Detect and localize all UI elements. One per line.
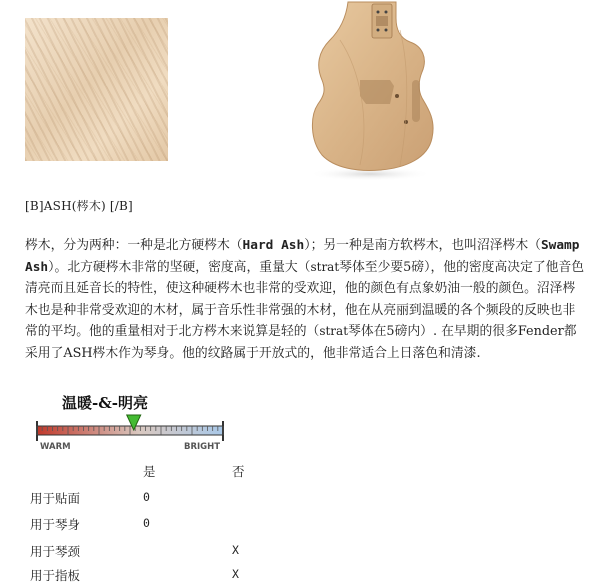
- strat-term-1: strat: [310, 259, 340, 274]
- column-yes-header: 是: [143, 464, 156, 479]
- para-text-5: 琴体在5磅内）. 在早期的很多Fender都采用了ASH梣木作为琴身。他的纹路属于开放式的，他非常适合上日落色和清漆.: [25, 324, 577, 361]
- body-yes-cell: 0: [143, 516, 150, 530]
- description-paragraph: [25, 235, 585, 364]
- row-label-fretboard: 用于指板: [30, 568, 81, 583]
- para-text-3: ）。北方硬梣木非常的坚硬，密度高，重量大（: [48, 259, 311, 275]
- guitar-body-image: [300, 0, 440, 182]
- tone-scale-title: 温暖-&-明亮: [62, 394, 148, 412]
- ash-wood-sample-image: [25, 18, 168, 161]
- neck-no-cell: X: [232, 543, 239, 557]
- fretboard-no-cell: X: [232, 567, 239, 581]
- bright-label: BRIGHT: [184, 442, 221, 452]
- warm-label: WARM: [40, 442, 71, 452]
- column-no-header: 否: [232, 464, 245, 479]
- strat-term-2: strat: [319, 324, 349, 338]
- swamp-ash-term: Swamp Ash: [25, 238, 580, 275]
- para-text-1: 梣木，分为两种：一种是北方硬梣木（: [25, 238, 243, 253]
- para-text-2: ）；另一种是南方软梣木，也叫沼泽梣木（: [304, 238, 541, 253]
- row-label-neck: 用于琴颈: [30, 544, 81, 559]
- para-text-4: 琴体至少要5磅），他的密度高决定了他音色清亮而且延音长的特性，使这种硬梣木也非常的受欢迎，他的颜色有点象奶油一般的颜色。沼泽梣木也是种非常受欢迎的木材，属于音乐性非常强的木材，他在从亮丽到温暖的各个频段的反映也非常的平均。他的重量相对于北方梣木来说算是轻的（: [25, 259, 585, 339]
- row-label-veneer: 用于贴面: [30, 491, 81, 506]
- row-label-body: 用于琴身: [30, 517, 81, 532]
- hard-ash-term: Hard Ash: [242, 238, 305, 253]
- section-caption: [B]ASH(梣木) [/B]: [25, 199, 133, 213]
- veneer-yes-cell: 0: [143, 490, 150, 504]
